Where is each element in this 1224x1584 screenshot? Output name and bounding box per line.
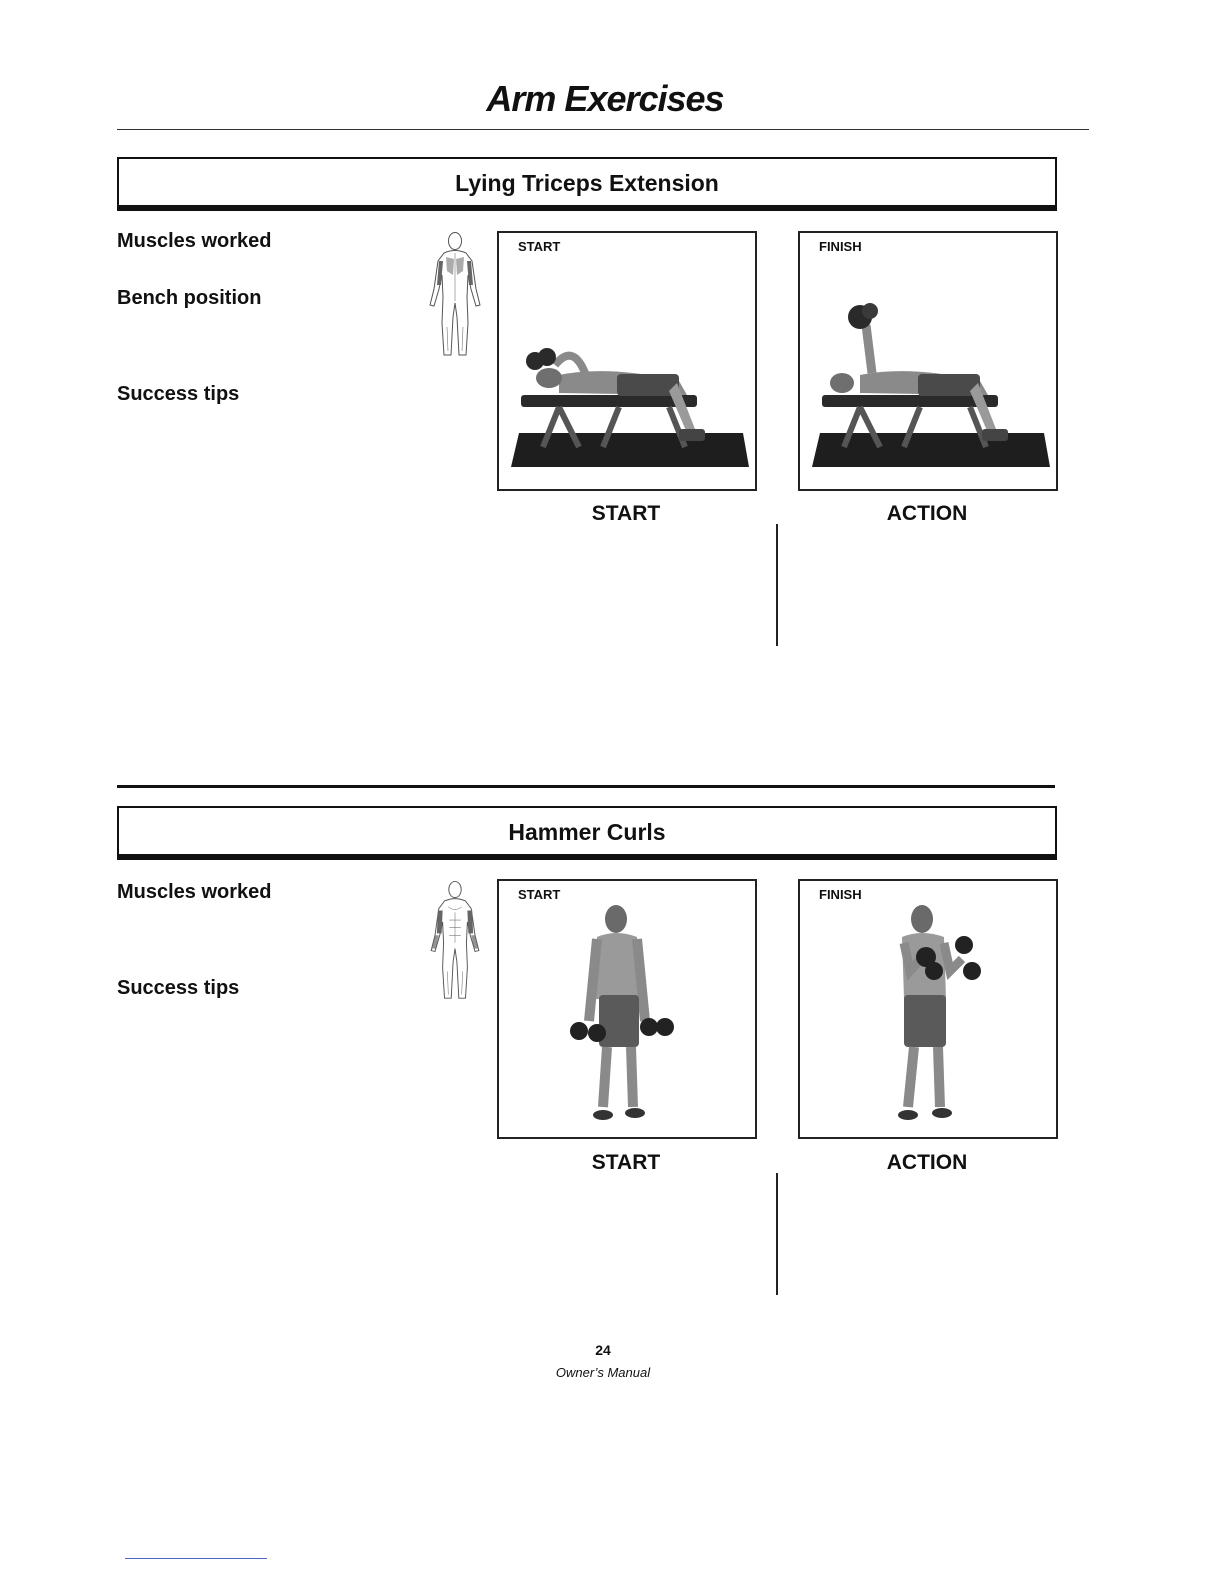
- section-header-hammer-curls: Hammer Curls: [117, 806, 1057, 860]
- caption-action: ACTION: [886, 502, 968, 525]
- start-tag: START: [518, 239, 561, 254]
- finish-photo-lying-triceps: [798, 231, 1058, 491]
- bench-position-label: Bench position: [117, 287, 262, 309]
- success-tips-label: Success tips: [117, 383, 240, 405]
- caption-start: START: [591, 1151, 661, 1174]
- title-divider: [117, 129, 1089, 130]
- section-header-lying-triceps: Lying Triceps Extension: [117, 157, 1057, 211]
- muscles-worked-label: Muscles worked: [117, 881, 272, 903]
- muscles-worked-label: Muscles worked: [117, 230, 272, 252]
- start-tag: START: [518, 887, 561, 902]
- finish-tag: FINISH: [819, 887, 862, 902]
- page-title: Arm Exercises: [486, 78, 724, 119]
- start-photo-lying-triceps: [497, 231, 757, 491]
- column-divider: [776, 1173, 778, 1295]
- link-underline: [125, 1558, 267, 1559]
- caption-action: ACTION: [886, 1151, 968, 1174]
- finish-tag: FINISH: [819, 239, 862, 254]
- success-tips-label: Success tips: [117, 977, 240, 999]
- section-divider: [117, 785, 1055, 788]
- page-number: 24: [595, 1342, 611, 1358]
- finish-photo-hammer-curls: [798, 879, 1058, 1139]
- anatomy-back-icon: [426, 231, 484, 359]
- start-photo-hammer-curls: [497, 879, 757, 1139]
- caption-start: START: [591, 502, 661, 525]
- footer-text: Owner’s Manual: [555, 1365, 651, 1380]
- anatomy-front-icon: [426, 880, 484, 1002]
- column-divider: [776, 524, 778, 646]
